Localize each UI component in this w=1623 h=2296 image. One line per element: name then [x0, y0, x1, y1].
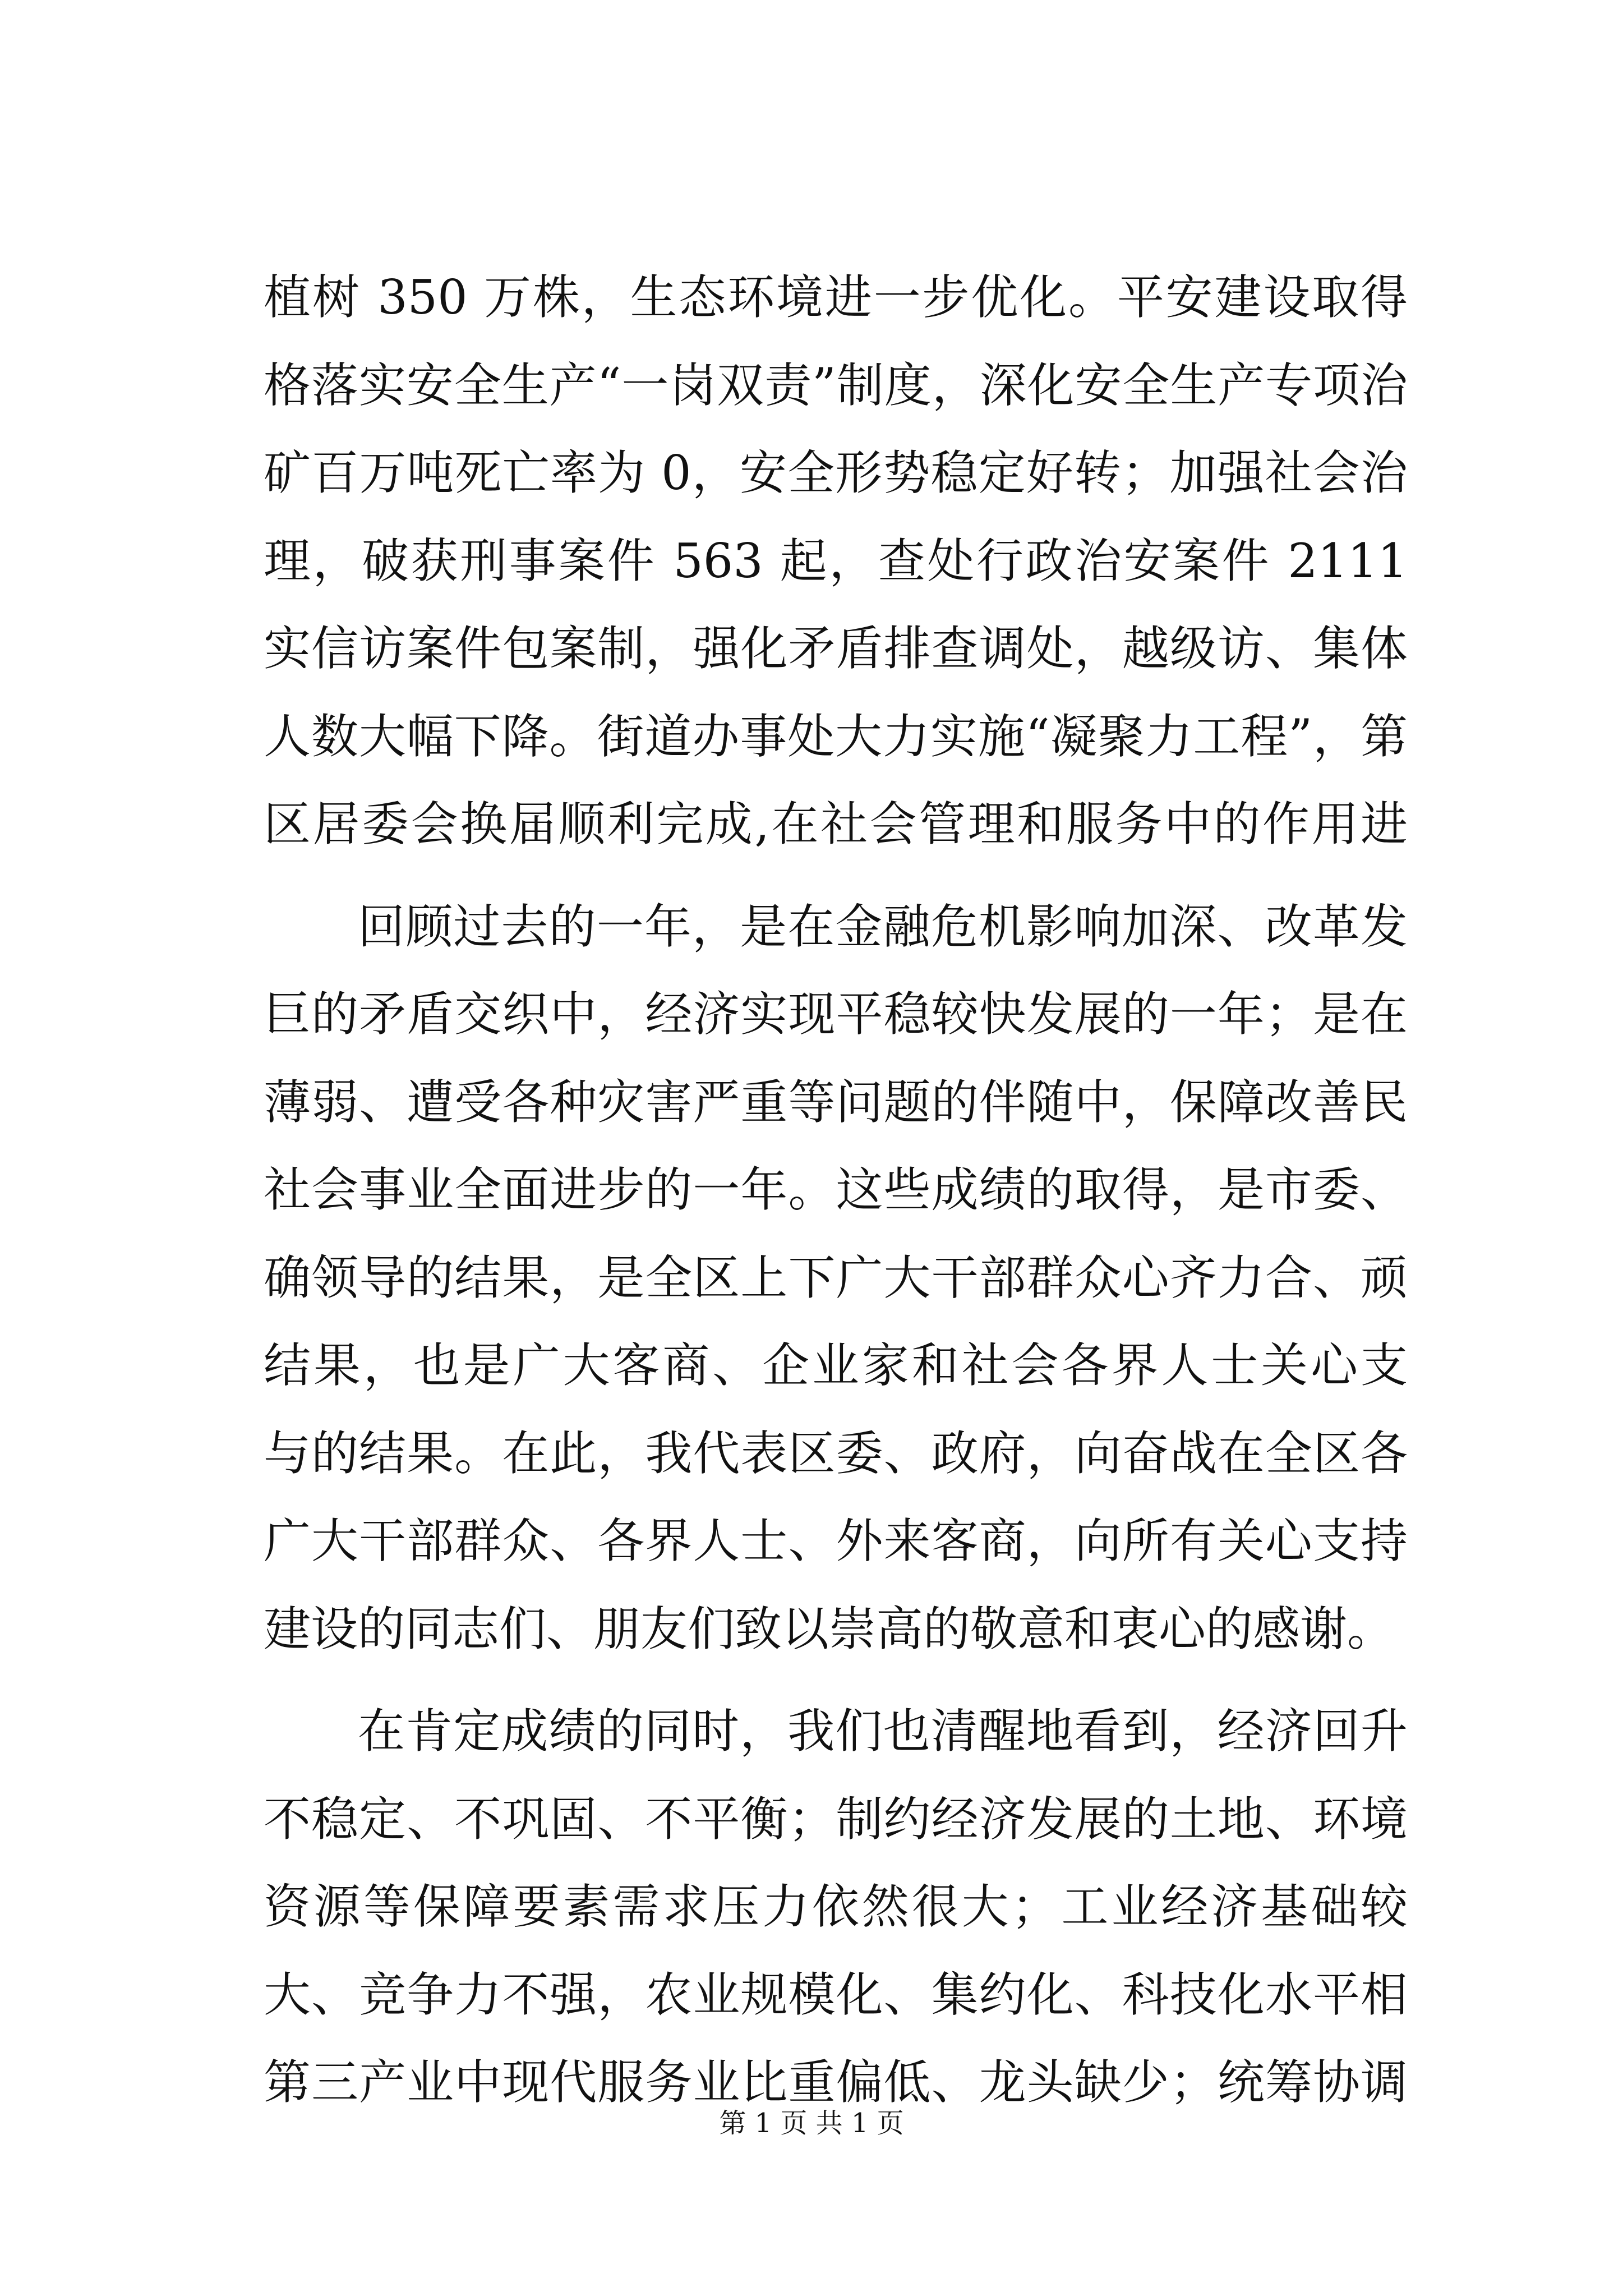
text-line: 在肯定成绩的同时，我们也清醒地看到，经济回升 — [358, 1704, 1408, 1759]
text-line: 实信访案件包案制，强化矛盾排查调处，越级访、集体 — [264, 621, 1408, 676]
paragraph-gap — [264, 868, 1408, 883]
paragraph-gap — [264, 1673, 1408, 1687]
text-line: 不稳定、不巩固、不平衡；制约经济发展的土地、环境 — [264, 1791, 1408, 1847]
text-line: 回顾过去的一年，是在金融危机影响加深、改革发 — [358, 899, 1408, 954]
text-line: 建设的同志们、朋友们致以崇高的敬意和衷心的感谢。 — [264, 1601, 1395, 1657]
text-line: 广大干部群众、各界人士、外来客商，向所有关心支持 — [264, 1513, 1408, 1568]
text-line: 理，破获刑事案件 563 起，查处行政治安案件 2111 — [264, 533, 1408, 588]
text-line: 大、竞争力不强，农业规模化、集约化、科技化水平相 — [264, 1967, 1408, 2022]
page-number-label: 第 1 页 共 1 页 — [719, 2108, 904, 2139]
text-line: 资源等保障要素需求压力依然很大；工业经济基础较 — [264, 1879, 1408, 1934]
paragraph-1 — [264, 254, 1408, 868]
text-line: 矿百万吨死亡率为 0，安全形势稳定好转；加强社会治 — [264, 445, 1408, 500]
text-line: 第三产业中现代服务业比重偏低、龙头缺少；统筹协调 — [264, 2055, 1408, 2110]
document-body — [264, 254, 1408, 2127]
paragraph-3 — [264, 1687, 1408, 2127]
text-line: 与的结果。在此，我代表区委、政府，向奋战在全区各 — [264, 1425, 1408, 1481]
text-line: 确领导的结果，是全区上下广大干部群众心齐力合、顽 — [264, 1250, 1408, 1305]
text-line: 人数大幅下降。街道办事处大力实施“凝聚力工程”，第 — [264, 708, 1408, 764]
text-line: 格落实安全生产“一岗双责”制度，深化安全生产专项治 — [264, 357, 1408, 413]
text-line: 植树 350 万株，生态环境进一步优化。平安建设取得 — [264, 270, 1408, 325]
paragraph-2 — [264, 883, 1408, 1673]
text-line: 区居委会换届顺利完成,在社会管理和服务中的作用进 — [264, 797, 1408, 852]
text-line: 结果，也是广大客商、企业家和社会各界人士关心支 — [264, 1338, 1408, 1393]
page-footer — [0, 2106, 1623, 2140]
text-line: 社会事业全面进步的一年。这些成绩的取得，是市委、 — [264, 1162, 1408, 1217]
text-line: 巨的矛盾交织中，经济实现平稳较快发展的一年；是在 — [264, 987, 1408, 1042]
text-line: 薄弱、遭受各种灾害严重等问题的伴随中，保障改善民 — [264, 1074, 1408, 1130]
